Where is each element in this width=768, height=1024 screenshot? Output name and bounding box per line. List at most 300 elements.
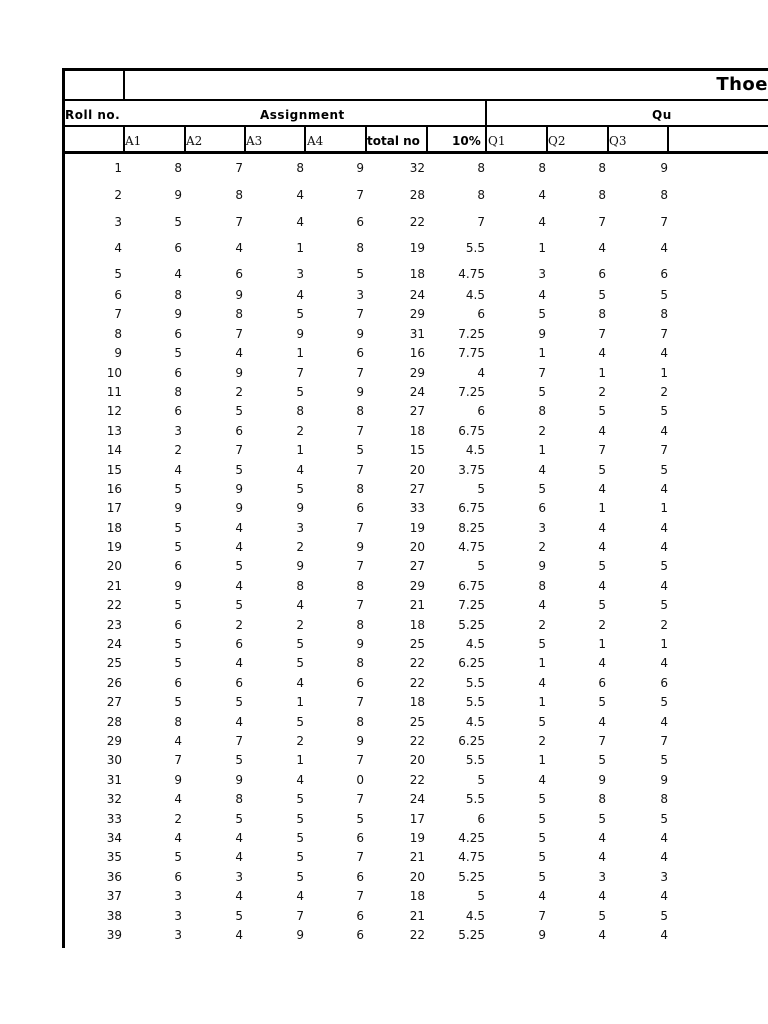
cell-q1: 6 xyxy=(538,501,546,516)
cell-q2: 8 xyxy=(598,307,606,322)
cell-roll-no: 1 xyxy=(114,161,122,175)
cell-a4: 6 xyxy=(356,830,364,845)
cell-a1: 5 xyxy=(174,481,182,496)
cell-roll-no: 19 xyxy=(106,540,122,555)
cell-a1: 3 xyxy=(174,927,182,942)
cell-roll-no: 12 xyxy=(106,404,122,419)
cell-roll-no: 35 xyxy=(106,850,122,865)
table-row xyxy=(62,383,768,402)
cell-a1: 6 xyxy=(174,241,182,255)
table-row xyxy=(62,887,768,906)
cell-total-no: 18 xyxy=(409,889,425,904)
cell-q3: 5 xyxy=(660,559,668,574)
cell-q3: 8 xyxy=(660,792,668,807)
cell-a3: 5 xyxy=(296,714,304,729)
cell-q2: 1 xyxy=(598,501,606,516)
cell-roll-no: 4 xyxy=(114,241,122,255)
sub-divider-q3 xyxy=(667,125,669,154)
col-header-percent: 10% xyxy=(452,134,481,148)
cell-q1: 5 xyxy=(538,384,546,399)
table-row xyxy=(62,926,768,945)
cell-a2: 9 xyxy=(235,772,243,787)
cell-roll-no: 38 xyxy=(106,908,122,923)
cell-q3: 4 xyxy=(660,578,668,593)
cell-a2: 9 xyxy=(235,501,243,516)
cell-total-no: 29 xyxy=(409,365,425,380)
cell-q3: 7 xyxy=(660,215,668,229)
cell-q1: 4 xyxy=(538,288,546,302)
cell-q1: 7 xyxy=(538,908,546,923)
header-divider-2 xyxy=(62,125,768,127)
cell-roll-no: 15 xyxy=(106,462,122,477)
cell-a1: 9 xyxy=(174,307,182,322)
cell-percent: 5 xyxy=(477,481,485,496)
col-header-q2: Q2 xyxy=(548,134,566,148)
cell-total-no: 18 xyxy=(409,617,425,632)
cell-q2: 7 xyxy=(598,326,606,341)
cell-q1: 1 xyxy=(538,753,546,768)
cell-a3: 9 xyxy=(296,559,304,574)
table-row xyxy=(62,635,768,654)
cell-roll-no: 11 xyxy=(106,384,122,399)
col-header-a1: A1 xyxy=(125,134,142,148)
header-border-top xyxy=(62,68,768,71)
cell-percent: 6 xyxy=(477,811,485,826)
cell-total-no: 27 xyxy=(409,481,425,496)
cell-percent: 6.75 xyxy=(458,501,485,516)
cell-percent: 8 xyxy=(477,161,485,175)
cell-q2: 5 xyxy=(598,811,606,826)
table-row xyxy=(62,829,768,848)
cell-a3: 9 xyxy=(296,501,304,516)
cell-roll-no: 23 xyxy=(106,617,122,632)
cell-roll-no: 34 xyxy=(106,830,122,845)
cell-a1: 9 xyxy=(174,772,182,787)
cell-a3: 5 xyxy=(296,811,304,826)
cell-q2: 4 xyxy=(598,850,606,865)
cell-a4: 9 xyxy=(356,384,364,399)
table-row xyxy=(62,538,768,557)
cell-q3: 4 xyxy=(660,656,668,671)
cell-a3: 4 xyxy=(296,772,304,787)
sub-divider-a3 xyxy=(304,125,306,154)
cell-a4: 7 xyxy=(356,307,364,322)
cell-roll-no: 32 xyxy=(106,792,122,807)
table-row xyxy=(62,402,768,421)
table-row xyxy=(62,305,768,324)
cell-total-no: 20 xyxy=(409,540,425,555)
cell-total-no: 31 xyxy=(409,326,425,341)
cell-percent: 6.75 xyxy=(458,423,485,438)
cell-q3: 2 xyxy=(660,617,668,632)
cell-q1: 4 xyxy=(538,188,546,202)
cell-q2: 4 xyxy=(598,889,606,904)
cell-roll-no: 29 xyxy=(106,733,122,748)
cell-a3: 9 xyxy=(296,927,304,942)
table-row xyxy=(62,596,768,615)
cell-a4: 7 xyxy=(356,559,364,574)
cell-a4: 6 xyxy=(356,346,364,361)
cell-a4: 6 xyxy=(356,927,364,942)
cell-roll-no: 33 xyxy=(106,811,122,826)
cell-q3: 9 xyxy=(660,772,668,787)
cell-percent: 6.25 xyxy=(458,656,485,671)
cell-q2: 3 xyxy=(598,869,606,884)
cell-q3: 1 xyxy=(660,365,668,380)
cell-percent: 5 xyxy=(477,772,485,787)
cell-percent: 5 xyxy=(477,889,485,904)
cell-q3: 4 xyxy=(660,520,668,535)
table-row xyxy=(62,907,768,926)
cell-a2: 9 xyxy=(235,288,243,302)
cell-a1: 6 xyxy=(174,326,182,341)
cell-q1: 4 xyxy=(538,215,546,229)
cell-roll-no: 31 xyxy=(106,772,122,787)
cell-a4: 8 xyxy=(356,656,364,671)
cell-a1: 4 xyxy=(174,267,182,281)
cell-total-no: 19 xyxy=(409,830,425,845)
table-row xyxy=(62,234,768,260)
cell-roll-no: 8 xyxy=(114,326,122,341)
table-body xyxy=(62,154,768,945)
cell-a4: 6 xyxy=(356,675,364,690)
cell-percent: 5.25 xyxy=(458,869,485,884)
cell-q3: 5 xyxy=(660,404,668,419)
cell-q2: 4 xyxy=(598,346,606,361)
cell-q2: 5 xyxy=(598,404,606,419)
cell-a3: 4 xyxy=(296,889,304,904)
cell-total-no: 21 xyxy=(409,598,425,613)
cell-a2: 5 xyxy=(235,811,243,826)
cell-q1: 1 xyxy=(538,695,546,710)
cell-q3: 4 xyxy=(660,714,668,729)
table-row xyxy=(62,154,768,181)
cell-a1: 6 xyxy=(174,617,182,632)
table-row xyxy=(62,848,768,867)
cell-total-no: 19 xyxy=(409,520,425,535)
cell-percent: 4 xyxy=(477,365,485,380)
cell-q3: 5 xyxy=(660,462,668,477)
cell-q3: 1 xyxy=(660,501,668,516)
cell-a2: 5 xyxy=(235,908,243,923)
cell-a2: 4 xyxy=(235,927,243,942)
table-row xyxy=(62,364,768,383)
cell-q2: 4 xyxy=(598,830,606,845)
cell-q1: 2 xyxy=(538,540,546,555)
cell-q2: 5 xyxy=(598,598,606,613)
cell-q2: 7 xyxy=(598,215,606,229)
col-header-q3: Q3 xyxy=(609,134,627,148)
cell-roll-no: 14 xyxy=(106,443,122,458)
cell-a3: 1 xyxy=(296,695,304,710)
cell-total-no: 27 xyxy=(409,559,425,574)
cell-a3: 5 xyxy=(296,656,304,671)
cell-a4: 7 xyxy=(356,850,364,865)
cell-a3: 2 xyxy=(296,423,304,438)
cell-q1: 8 xyxy=(538,578,546,593)
table-row xyxy=(62,616,768,635)
cell-q2: 9 xyxy=(598,772,606,787)
cell-a4: 9 xyxy=(356,733,364,748)
cell-a4: 7 xyxy=(356,889,364,904)
cell-q1: 5 xyxy=(538,307,546,322)
cell-a2: 2 xyxy=(235,384,243,399)
cell-a4: 5 xyxy=(356,811,364,826)
cell-percent: 5.5 xyxy=(465,241,485,255)
cell-roll-no: 16 xyxy=(106,481,122,496)
cell-roll-no: 37 xyxy=(106,889,122,904)
cell-q2: 2 xyxy=(598,617,606,632)
col-header-a2: A2 xyxy=(186,134,203,148)
cell-a1: 5 xyxy=(174,215,182,229)
cell-q2: 8 xyxy=(598,161,606,175)
cell-a3: 5 xyxy=(296,830,304,845)
cell-q1: 4 xyxy=(538,772,546,787)
cell-a1: 5 xyxy=(174,656,182,671)
cell-q3: 4 xyxy=(660,850,668,865)
cell-roll-no: 28 xyxy=(106,714,122,729)
cell-a2: 4 xyxy=(235,520,243,535)
cell-q2: 5 xyxy=(598,908,606,923)
cell-a3: 4 xyxy=(296,288,304,302)
spreadsheet-page xyxy=(62,68,768,948)
cell-q3: 5 xyxy=(660,908,668,923)
cell-percent: 4.25 xyxy=(458,830,485,845)
cell-a1: 9 xyxy=(174,578,182,593)
cell-a2: 4 xyxy=(235,346,243,361)
cell-q1: 5 xyxy=(538,481,546,496)
cell-roll-no: 3 xyxy=(114,215,122,229)
cell-a1: 6 xyxy=(174,675,182,690)
table-row xyxy=(62,181,768,208)
cell-total-no: 20 xyxy=(409,462,425,477)
cell-a2: 4 xyxy=(235,241,243,255)
cell-a2: 5 xyxy=(235,559,243,574)
cell-percent: 8.25 xyxy=(458,520,485,535)
table-row xyxy=(62,422,768,441)
cell-total-no: 25 xyxy=(409,637,425,652)
cell-total-no: 18 xyxy=(409,695,425,710)
cell-q1: 8 xyxy=(538,161,546,175)
cell-total-no: 29 xyxy=(409,578,425,593)
cell-q3: 5 xyxy=(660,811,668,826)
cell-a4: 5 xyxy=(356,267,364,281)
assignment-header: Assignment xyxy=(260,108,345,122)
cell-a3: 5 xyxy=(296,792,304,807)
table-row xyxy=(62,260,768,286)
cell-a1: 2 xyxy=(174,811,182,826)
cell-q1: 9 xyxy=(538,927,546,942)
cell-a1: 6 xyxy=(174,404,182,419)
cell-q1: 2 xyxy=(538,733,546,748)
table-row xyxy=(62,519,768,538)
cell-total-no: 24 xyxy=(409,384,425,399)
table-row xyxy=(62,208,768,234)
cell-roll-no: 9 xyxy=(114,346,122,361)
cell-q1: 9 xyxy=(538,559,546,574)
cell-q1: 1 xyxy=(538,346,546,361)
cell-percent: 5 xyxy=(477,559,485,574)
cell-q2: 5 xyxy=(598,559,606,574)
cell-a3: 1 xyxy=(296,753,304,768)
cell-q3: 4 xyxy=(660,481,668,496)
cell-roll-no: 7 xyxy=(114,307,122,322)
cell-a4: 8 xyxy=(356,617,364,632)
cell-total-no: 21 xyxy=(409,850,425,865)
cell-a2: 6 xyxy=(235,675,243,690)
cell-a4: 7 xyxy=(356,792,364,807)
cell-q2: 4 xyxy=(598,578,606,593)
cell-a2: 8 xyxy=(235,188,243,202)
cell-roll-no: 18 xyxy=(106,520,122,535)
table-row xyxy=(62,868,768,887)
cell-a4: 8 xyxy=(356,404,364,419)
cell-a4: 9 xyxy=(356,326,364,341)
cell-a1: 4 xyxy=(174,733,182,748)
cell-q1: 2 xyxy=(538,423,546,438)
quiz-header: Qu xyxy=(652,108,672,122)
cell-a1: 7 xyxy=(174,753,182,768)
cell-a1: 5 xyxy=(174,850,182,865)
cell-a2: 4 xyxy=(235,850,243,865)
cell-a4: 6 xyxy=(356,501,364,516)
cell-a2: 4 xyxy=(235,830,243,845)
cell-a2: 4 xyxy=(235,656,243,671)
cell-a2: 9 xyxy=(235,481,243,496)
cell-a1: 8 xyxy=(174,161,182,175)
cell-total-no: 18 xyxy=(409,267,425,281)
cell-total-no: 19 xyxy=(409,241,425,255)
cell-total-no: 24 xyxy=(409,288,425,302)
cell-total-no: 20 xyxy=(409,753,425,768)
cell-a3: 4 xyxy=(296,598,304,613)
cell-a2: 5 xyxy=(235,462,243,477)
cell-q3: 4 xyxy=(660,241,668,255)
cell-total-no: 24 xyxy=(409,792,425,807)
cell-a2: 5 xyxy=(235,753,243,768)
cell-q3: 3 xyxy=(660,869,668,884)
cell-a2: 5 xyxy=(235,695,243,710)
cell-a4: 7 xyxy=(356,188,364,202)
cell-a1: 3 xyxy=(174,423,182,438)
cell-a3: 7 xyxy=(296,365,304,380)
cell-q1: 9 xyxy=(538,326,546,341)
cell-a3: 5 xyxy=(296,869,304,884)
cell-q1: 1 xyxy=(538,656,546,671)
col-header-total: total no xyxy=(367,134,420,148)
cell-a4: 7 xyxy=(356,598,364,613)
cell-a3: 1 xyxy=(296,241,304,255)
cell-q2: 4 xyxy=(598,520,606,535)
cell-a1: 6 xyxy=(174,365,182,380)
table-row xyxy=(62,693,768,712)
table-row xyxy=(62,713,768,732)
cell-percent: 8 xyxy=(477,188,485,202)
cell-a3: 4 xyxy=(296,215,304,229)
cell-q3: 4 xyxy=(660,423,668,438)
cell-a1: 4 xyxy=(174,792,182,807)
cell-percent: 7 xyxy=(477,215,485,229)
cell-total-no: 22 xyxy=(409,927,425,942)
cell-q3: 2 xyxy=(660,384,668,399)
cell-q3: 5 xyxy=(660,288,668,302)
cell-roll-no: 26 xyxy=(106,675,122,690)
cell-a4: 9 xyxy=(356,161,364,175)
cell-percent: 5.5 xyxy=(465,792,485,807)
cell-q2: 6 xyxy=(598,675,606,690)
table-row xyxy=(62,480,768,499)
cell-a2: 4 xyxy=(235,578,243,593)
cell-a4: 8 xyxy=(356,481,364,496)
cell-q2: 7 xyxy=(598,443,606,458)
cell-q1: 4 xyxy=(538,598,546,613)
cell-percent: 4.5 xyxy=(465,637,485,652)
cell-total-no: 22 xyxy=(409,656,425,671)
cell-a3: 3 xyxy=(296,520,304,535)
cell-q3: 5 xyxy=(660,753,668,768)
cell-total-no: 25 xyxy=(409,714,425,729)
table-row xyxy=(62,441,768,460)
cell-a1: 5 xyxy=(174,346,182,361)
cell-q2: 4 xyxy=(598,423,606,438)
cell-q2: 4 xyxy=(598,656,606,671)
cell-q1: 5 xyxy=(538,869,546,884)
cell-a1: 9 xyxy=(174,501,182,516)
cell-a4: 0 xyxy=(356,772,364,787)
cell-q1: 8 xyxy=(538,404,546,419)
cell-a4: 7 xyxy=(356,423,364,438)
cell-total-no: 21 xyxy=(409,908,425,923)
cell-q3: 4 xyxy=(660,346,668,361)
cell-a3: 2 xyxy=(296,617,304,632)
cell-roll-no: 30 xyxy=(106,753,122,768)
cell-percent: 4.5 xyxy=(465,714,485,729)
cell-q3: 6 xyxy=(660,675,668,690)
cell-a3: 5 xyxy=(296,637,304,652)
cell-a4: 9 xyxy=(356,637,364,652)
cell-a2: 8 xyxy=(235,792,243,807)
assignment-quiz-divider xyxy=(485,99,487,154)
cell-q2: 4 xyxy=(598,481,606,496)
cell-q3: 7 xyxy=(660,443,668,458)
cell-roll-no: 20 xyxy=(106,559,122,574)
cell-q2: 4 xyxy=(598,927,606,942)
cell-q2: 1 xyxy=(598,365,606,380)
cell-q1: 3 xyxy=(538,520,546,535)
cell-a2: 6 xyxy=(235,637,243,652)
cell-q2: 5 xyxy=(598,462,606,477)
cell-percent: 5.5 xyxy=(465,675,485,690)
cell-a3: 8 xyxy=(296,161,304,175)
table-row xyxy=(62,325,768,344)
cell-a3: 7 xyxy=(296,908,304,923)
cell-a4: 6 xyxy=(356,215,364,229)
cell-percent: 7.25 xyxy=(458,598,485,613)
cell-roll-no: 13 xyxy=(106,423,122,438)
cell-a4: 6 xyxy=(356,869,364,884)
cell-a1: 6 xyxy=(174,869,182,884)
cell-total-no: 15 xyxy=(409,443,425,458)
cell-a3: 5 xyxy=(296,384,304,399)
cell-q2: 8 xyxy=(598,188,606,202)
table-row xyxy=(62,577,768,596)
col-header-a3: A3 xyxy=(246,134,263,148)
table-row xyxy=(62,790,768,809)
cell-a1: 5 xyxy=(174,695,182,710)
cell-q3: 6 xyxy=(660,267,668,281)
cell-a2: 9 xyxy=(235,365,243,380)
cell-percent: 4.75 xyxy=(458,540,485,555)
